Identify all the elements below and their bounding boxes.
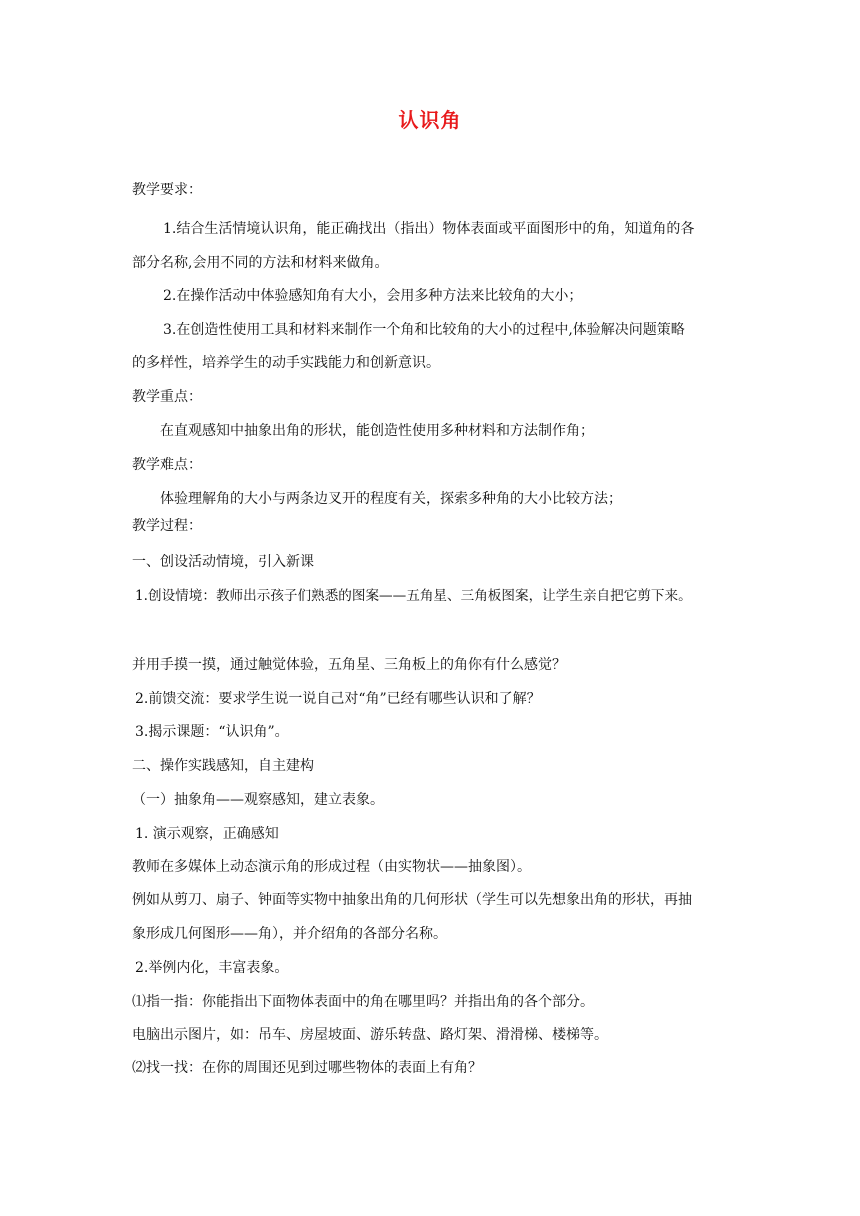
paragraph-line: 体验理解角的大小与两条边叉开的程度有关，探索多种角的大小比较方法； — [160, 491, 622, 507]
paragraph-line: 3.在创造性使用工具和材料来制作一个角和比较角的大小的过程中,体验解决问题策略 — [163, 322, 685, 338]
paragraph-line: 2.前馈交流：要求学生说一说自己对“角”已经有哪些认识和了解？ — [135, 691, 541, 707]
paragraph-line: 1.创设情境：教师出示孩子们熟悉的图案——五角星、三角板图案，让学生亲自把它剪下来。 — [135, 588, 692, 604]
paragraph-line: 部分名称,会用不同的方法和材料来做角。 — [132, 255, 389, 271]
paragraph-line: 在直观感知中抽象出角的形状，能创造性使用多种材料和方法制作角； — [160, 423, 594, 439]
paragraph-line: （一）抽象角——观察感知，建立表象。 — [132, 792, 384, 808]
paragraph-line: 2.举例内化，丰富表象。 — [135, 960, 289, 976]
paragraph-line: 一、创设活动情境，引入新课 — [132, 554, 314, 570]
paragraph-line: 教师在多媒体上动态演示角的形成过程（由实物状——抽象图）。 — [132, 859, 531, 875]
paragraph-line: 2.在操作活动中体验感知角有大小，会用多种方法来比较角的大小； — [163, 288, 583, 304]
section-heading-requirements: 教学要求： — [132, 182, 202, 198]
paragraph-line: 二、操作实践感知，自主建构 — [132, 758, 314, 774]
section-heading-key-points: 教学重点： — [132, 389, 202, 405]
paragraph-line: 1. 演示观察，正确感知 — [135, 826, 279, 842]
paragraph-line: 1.结合生活情境认识角，能正确找出（指出）物体表面或平面图形中的角，知道角的各 — [163, 221, 695, 237]
document-title: 认识角 — [398, 108, 462, 132]
section-heading-process: 教学过程： — [132, 518, 202, 534]
section-heading-difficulties: 教学难点： — [132, 457, 202, 473]
paragraph-line: ⑴指一指：你能指出下面物体表面中的角在哪里吗？并指出角的各个部分。 — [132, 994, 594, 1010]
paragraph-line: ⑵找一找：在你的周围还见到过哪些物体的表面上有角？ — [132, 1060, 482, 1076]
paragraph-line: 3.揭示课题：“认识角”。 — [135, 724, 289, 740]
paragraph-line: 象形成几何图形——角），并介绍角的各部分名称。 — [132, 926, 447, 942]
paragraph-line: 电脑出示图片，如：吊车、房屋坡面、游乐转盘、路灯架、滑滑梯、楼梯等。 — [132, 1027, 608, 1043]
paragraph-line: 的多样性，培养学生的动手实践能力和创新意识。 — [132, 355, 440, 371]
paragraph-line: 并用手摸一摸，通过触觉体验，五角星、三角板上的角你有什么感觉？ — [132, 657, 566, 673]
paragraph-line: 例如从剪刀、扇子、钟面等实物中抽象出角的几何形状（学生可以先想象出角的形状，再抽 — [132, 892, 692, 908]
